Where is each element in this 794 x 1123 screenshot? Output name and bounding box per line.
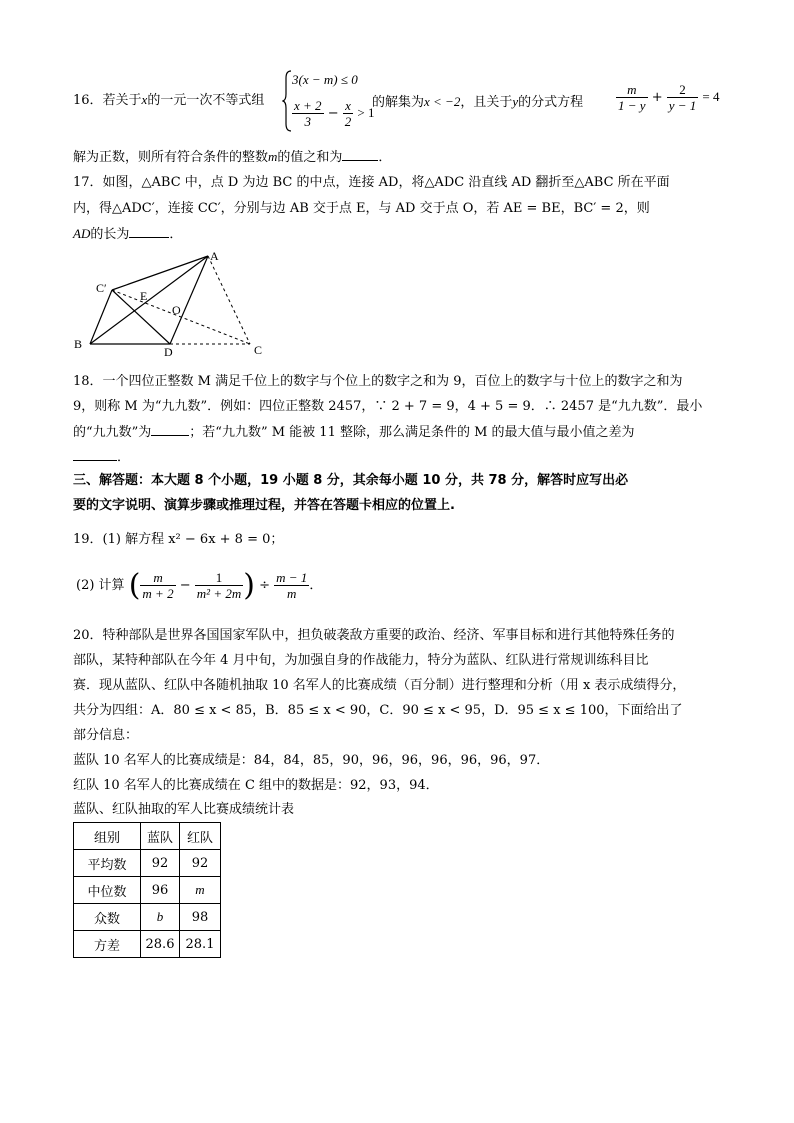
table-cell: 28.6 (141, 931, 180, 958)
table-cell: 28.1 (180, 931, 221, 958)
table-row (74, 904, 221, 931)
table-row (74, 931, 221, 958)
q20-line6: 蓝队 10 名军人的比赛成绩是：84，84，85，90，96，96，96，96，96，97． (73, 753, 550, 768)
table-header: 红队 (180, 823, 221, 850)
table-cell: 中位数 (74, 877, 141, 904)
table-cell: 96 (141, 877, 180, 904)
q16-line2: 解为正数，则所有符合条件的整数m的值之和为 ． (73, 149, 392, 165)
fraction-equation: $\frac{m}{1 - y}$ + $\frac{2}{y - 1}$ = 4 (618, 82, 720, 113)
table-cell: 平均数 (74, 850, 141, 877)
table-cell: m (180, 877, 221, 904)
var-x: x (141, 92, 148, 107)
label-B: B (74, 337, 83, 351)
system-line2: $\frac{x + 2}{3}$ − $\frac{x}{2}$ > 1 (294, 98, 375, 129)
answer-blank[interactable] (342, 148, 378, 161)
table-header-row (74, 823, 221, 850)
q17-line1: 17．如图，△ABC 中，点 D 为边 BC 的中点，连接 AD，将△ADC 沿直线 AD 翻折至△ABC 所在平面 (73, 175, 670, 190)
section3-line2: 要的文字说明、演算步骤或推理过程，并答在答题卡相应的位置上. (73, 498, 455, 513)
q20-line4: 共分为四组：A．80 ≤ x < 85，B．85 ≤ x < 90，C．90 ≤ x < 95，D．95 ≤ x ≤ 100，下面给出了 (73, 703, 683, 718)
table-header: 组别 (74, 823, 141, 850)
q18-line4: ． (73, 448, 130, 467)
label-E: E (140, 289, 148, 303)
table-cell: b (141, 904, 180, 931)
answer-blank[interactable] (73, 448, 117, 461)
system-brace-icon (282, 70, 292, 132)
table-header: 蓝队 (141, 823, 180, 850)
table-title: 蓝队、红队抽取的军人比赛成绩统计表 (73, 802, 295, 817)
solution-set: x < −2 (424, 94, 461, 109)
label-C: C (254, 343, 263, 357)
q17-line3: AD的长为 ． (73, 226, 183, 242)
q17-line2: 内，得△ADC′，连接 CC′，分别与边 AB 交于点 E，与 AD 交于点 O，若 AE = BE，BC′ = 2，则 (73, 201, 650, 216)
answer-blank[interactable] (151, 423, 189, 436)
table-cell: 98 (180, 904, 221, 931)
q18-line3: 的“九九数”为 ；若“九九数” M 能被 11 整除，那么满足条件的 M 的最大值与最小值之差为 (73, 425, 635, 440)
section3-line1: 三、解答题：本大题 8 个小题，19 小题 8 分，其余每小题 10 分，共 78 分，解答时应写出必 (73, 473, 629, 488)
stats-table (73, 822, 221, 958)
label-O: O (172, 303, 181, 317)
q20-line3: 赛．现从蓝队、红队中各随机抽取 10 名军人的比赛成绩（百分制）进行整理和分析（用 x 表示成绩得分， (73, 678, 686, 693)
q16-prefix: 16．若关于 (73, 93, 142, 108)
q18-line1: 18．一个四位正整数 M 满足千位上的数字与个位上的数字之和为 9，百位上的数字与十位上的数字之和为 (73, 374, 683, 389)
answer-blank[interactable] (129, 225, 169, 238)
table-cell: 众数 (74, 904, 141, 931)
table-row (74, 850, 221, 877)
q16-line1-right: 的解集为x < −2，且关于y的分式方程 (372, 94, 584, 110)
q16-text1: 的一元一次不等式组 (147, 93, 265, 108)
label-D: D (164, 345, 173, 358)
q20-line5: 部分信息： (73, 728, 139, 743)
triangle-figure (70, 248, 270, 358)
q20-line7: 红队 10 名军人的比赛成绩在 C 组中的数据是：92，93，94． (73, 778, 439, 793)
label-A: A (210, 249, 219, 263)
q18-line2: 9，则称 M 为“九九数”．例如：四位正整数 2457，∵ 2 + 7 = 9，4 + 5 = 9．∴ 2457 是“九九数”．最小 (73, 399, 703, 414)
table-row (74, 877, 221, 904)
table-cell: 92 (141, 850, 180, 877)
table-cell: 92 (180, 850, 221, 877)
q16-line1 (73, 91, 264, 110)
table-cell: 方差 (74, 931, 141, 958)
q19-part2: (2) 计算 ( $\frac{m}{m + 2}$ − $\frac{1}{\text{m² + 2m}}$ ) ÷ $\frac{m - 1}{m}$ ． (76, 568, 323, 603)
q20-line2: 部队，某特种部队在今年 4 月中旬，为加强自身的作战能力，特分为蓝队、红队进行常规训练科目比 (73, 653, 649, 668)
q19-part1: 19．(1) 解方程 x² − 6x + 8 = 0； (73, 532, 284, 547)
q20-line1: 20．特种部队是世界各国国家军队中，担负破袭敌方重要的政治、经济、军事目标和进行其他特殊任务的 (73, 628, 675, 643)
system-line1: 3(x − m) ≤ 0 (292, 72, 358, 87)
label-C-prime: C′ (96, 281, 107, 295)
